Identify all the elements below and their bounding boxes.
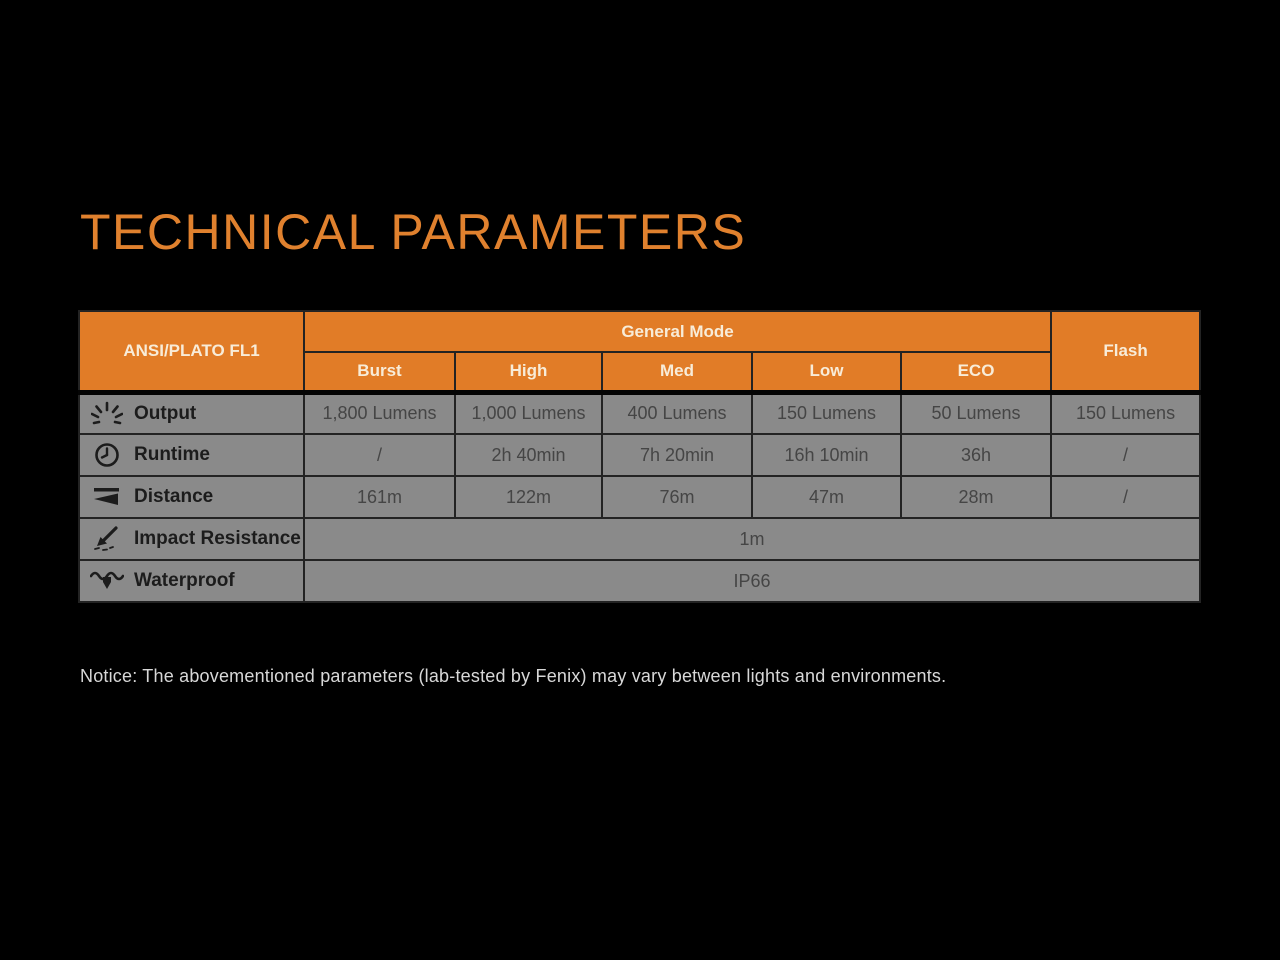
output-burst: 1,800 Lumens: [304, 392, 455, 434]
light-output-icon: [90, 400, 124, 428]
waterproof-icon: [90, 567, 124, 595]
row-label: Runtime: [134, 444, 210, 465]
ansi-plato-header: ANSI/PLATO FL1: [79, 311, 304, 392]
table-row-output: [79, 392, 1200, 434]
row-label: Impact Resistance: [134, 528, 301, 549]
distance-eco: 28m: [901, 476, 1051, 518]
row-label: Output: [134, 402, 197, 424]
row-label: Distance: [134, 486, 214, 507]
table-row-waterproof: [79, 560, 1200, 602]
runtime-low: 16h 10min: [752, 434, 901, 476]
distance-med: 76m: [602, 476, 752, 518]
mode-header-high: High: [455, 352, 602, 392]
distance-label-cell: [79, 476, 304, 518]
flash-header: Flash: [1051, 311, 1200, 392]
runtime-label-cell: [79, 434, 304, 476]
mode-header-burst: Burst: [304, 352, 455, 392]
runtime-flash: /: [1051, 434, 1200, 476]
clock-icon: [90, 441, 124, 469]
output-high: 1,000 Lumens: [455, 392, 602, 434]
waterproof-value: IP66: [304, 560, 1200, 602]
runtime-eco: 36h: [901, 434, 1051, 476]
impact-resistance-value: 1m: [304, 518, 1200, 560]
page-title: TECHNICAL PARAMETERS: [80, 204, 747, 260]
general-mode-header: General Mode: [304, 311, 1051, 352]
output-low: 150 Lumens: [752, 392, 901, 434]
impact-resistance-icon: [90, 525, 124, 553]
header-row-group: [79, 311, 1200, 352]
output-label-cell: [79, 392, 304, 434]
impact-label-cell: [79, 518, 304, 560]
table-row-impact-resistance: [79, 518, 1200, 560]
distance-burst: 161m: [304, 476, 455, 518]
distance-high: 122m: [455, 476, 602, 518]
output-med: 400 Lumens: [602, 392, 752, 434]
technical-parameters-table: [78, 310, 1201, 603]
mode-header-med: Med: [602, 352, 752, 392]
distance-low: 47m: [752, 476, 901, 518]
row-label: Waterproof: [134, 570, 235, 591]
runtime-med: 7h 20min: [602, 434, 752, 476]
output-eco: 50 Lumens: [901, 392, 1051, 434]
runtime-burst: /: [304, 434, 455, 476]
table-row-distance: [79, 476, 1200, 518]
runtime-high: 2h 40min: [455, 434, 602, 476]
distance-flash: /: [1051, 476, 1200, 518]
output-flash: 150 Lumens: [1051, 392, 1200, 434]
beam-distance-icon: [90, 483, 124, 511]
mode-header-low: Low: [752, 352, 901, 392]
mode-header-eco: ECO: [901, 352, 1051, 392]
notice-text: Notice: The abovementioned parameters (lab-tested by Fenix) may vary between lights and environments.: [80, 666, 947, 686]
table-row-runtime: [79, 434, 1200, 476]
waterproof-label-cell: [79, 560, 304, 602]
